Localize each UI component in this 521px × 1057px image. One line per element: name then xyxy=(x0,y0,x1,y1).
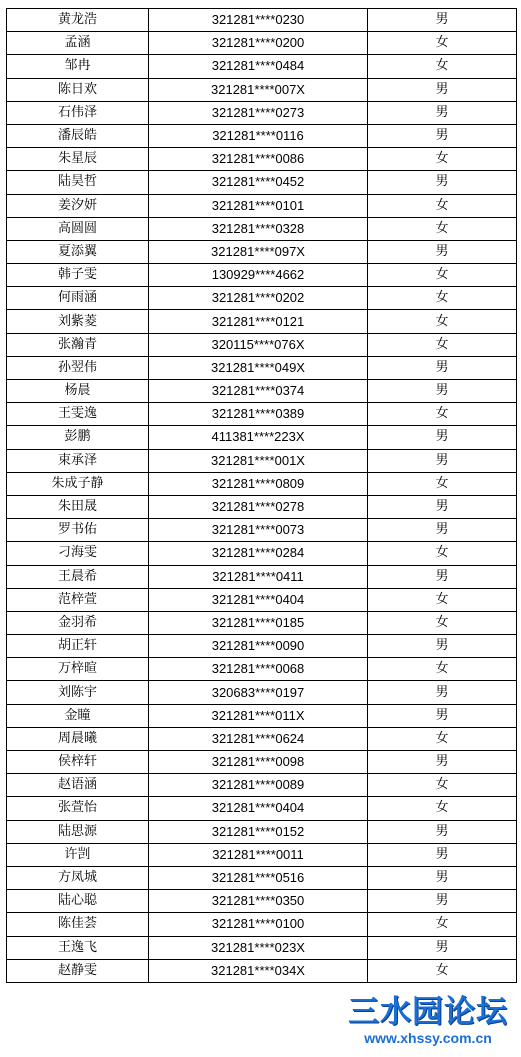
student-name-cell: 陆昊哲 xyxy=(7,171,149,194)
gender-cell: 女 xyxy=(368,797,517,820)
student-table xyxy=(6,8,517,983)
gender-cell: 男 xyxy=(368,820,517,843)
table-row xyxy=(7,866,517,889)
gender-cell: 男 xyxy=(368,124,517,147)
id-number-cell: 321281****0411 xyxy=(149,565,368,588)
student-name-cell: 朱田晟 xyxy=(7,495,149,518)
gender-cell: 女 xyxy=(368,403,517,426)
student-table-body xyxy=(7,9,517,983)
id-number-cell: 321281****023X xyxy=(149,936,368,959)
table-row xyxy=(7,426,517,449)
student-name-cell: 彭鹏 xyxy=(7,426,149,449)
site-watermark-logo xyxy=(343,994,513,1050)
table-row xyxy=(7,611,517,634)
table-row xyxy=(7,959,517,982)
table-row xyxy=(7,101,517,124)
gender-cell: 男 xyxy=(368,101,517,124)
table-row xyxy=(7,843,517,866)
gender-cell: 女 xyxy=(368,542,517,565)
gender-cell: 女 xyxy=(368,472,517,495)
gender-cell: 男 xyxy=(368,240,517,263)
gender-cell: 女 xyxy=(368,959,517,982)
table-row xyxy=(7,194,517,217)
gender-cell: 女 xyxy=(368,310,517,333)
student-name-cell: 陈日欢 xyxy=(7,78,149,101)
table-row xyxy=(7,890,517,913)
table-row xyxy=(7,519,517,542)
id-number-cell: 411381****223X xyxy=(149,426,368,449)
table-row xyxy=(7,380,517,403)
id-number-cell: 321281****0098 xyxy=(149,751,368,774)
id-number-cell: 321281****0404 xyxy=(149,588,368,611)
student-name-cell: 朱成子静 xyxy=(7,472,149,495)
gender-cell: 女 xyxy=(368,611,517,634)
student-name-cell: 方凤城 xyxy=(7,866,149,889)
id-number-cell: 320115****076X xyxy=(149,333,368,356)
gender-cell: 女 xyxy=(368,658,517,681)
id-number-cell: 321281****0350 xyxy=(149,890,368,913)
id-number-cell: 130929****4662 xyxy=(149,264,368,287)
student-name-cell: 金瞳 xyxy=(7,704,149,727)
gender-cell: 男 xyxy=(368,426,517,449)
table-row xyxy=(7,9,517,32)
id-number-cell: 321281****0452 xyxy=(149,171,368,194)
id-number-cell: 321281****0389 xyxy=(149,403,368,426)
id-number-cell: 321281****034X xyxy=(149,959,368,982)
gender-cell: 女 xyxy=(368,913,517,936)
student-name-cell: 赵语涵 xyxy=(7,774,149,797)
watermark-url: www.xhssy.com.cn xyxy=(364,1030,492,1046)
student-name-cell: 孟涵 xyxy=(7,32,149,55)
table-row xyxy=(7,333,517,356)
id-number-cell: 321281****0089 xyxy=(149,774,368,797)
id-number-cell: 321281****0273 xyxy=(149,101,368,124)
gender-cell: 女 xyxy=(368,333,517,356)
student-name-cell: 万梓暄 xyxy=(7,658,149,681)
table-row xyxy=(7,287,517,310)
student-name-cell: 胡正轩 xyxy=(7,635,149,658)
id-number-cell: 321281****0484 xyxy=(149,55,368,78)
student-name-cell: 金羽希 xyxy=(7,611,149,634)
table-row xyxy=(7,820,517,843)
table-row xyxy=(7,55,517,78)
id-number-cell: 321281****0101 xyxy=(149,194,368,217)
id-number-cell: 321281****0284 xyxy=(149,542,368,565)
student-name-cell: 刘紫菱 xyxy=(7,310,149,333)
table-row xyxy=(7,171,517,194)
gender-cell: 女 xyxy=(368,727,517,750)
student-name-cell: 范梓萱 xyxy=(7,588,149,611)
gender-cell: 男 xyxy=(368,866,517,889)
table-row xyxy=(7,472,517,495)
table-row xyxy=(7,495,517,518)
gender-cell: 女 xyxy=(368,774,517,797)
id-number-cell: 321281****011X xyxy=(149,704,368,727)
id-number-cell: 321281****0202 xyxy=(149,287,368,310)
table-row xyxy=(7,797,517,820)
gender-cell: 男 xyxy=(368,380,517,403)
table-row xyxy=(7,542,517,565)
student-name-cell: 侯梓轩 xyxy=(7,751,149,774)
student-name-cell: 姜汐妍 xyxy=(7,194,149,217)
gender-cell: 男 xyxy=(368,565,517,588)
table-row xyxy=(7,264,517,287)
id-number-cell: 320683****0197 xyxy=(149,681,368,704)
student-name-cell: 王雯逸 xyxy=(7,403,149,426)
gender-cell: 男 xyxy=(368,751,517,774)
id-number-cell: 321281****0278 xyxy=(149,495,368,518)
id-number-cell: 321281****0185 xyxy=(149,611,368,634)
gender-cell: 男 xyxy=(368,936,517,959)
table-row xyxy=(7,32,517,55)
gender-cell: 男 xyxy=(368,9,517,32)
gender-cell: 女 xyxy=(368,55,517,78)
gender-cell: 男 xyxy=(368,681,517,704)
table-row xyxy=(7,356,517,379)
id-number-cell: 321281****0068 xyxy=(149,658,368,681)
student-name-cell: 石伟泽 xyxy=(7,101,149,124)
id-number-cell: 321281****0073 xyxy=(149,519,368,542)
student-name-cell: 张萱怡 xyxy=(7,797,149,820)
gender-cell: 女 xyxy=(368,32,517,55)
table-row xyxy=(7,310,517,333)
id-number-cell: 321281****0374 xyxy=(149,380,368,403)
student-name-cell: 何雨涵 xyxy=(7,287,149,310)
id-number-cell: 321281****0328 xyxy=(149,217,368,240)
gender-cell: 女 xyxy=(368,148,517,171)
table-row xyxy=(7,751,517,774)
student-name-cell: 朱星辰 xyxy=(7,148,149,171)
gender-cell: 女 xyxy=(368,264,517,287)
student-name-cell: 孙翌伟 xyxy=(7,356,149,379)
gender-cell: 男 xyxy=(368,843,517,866)
gender-cell: 女 xyxy=(368,287,517,310)
table-row xyxy=(7,658,517,681)
gender-cell: 女 xyxy=(368,194,517,217)
gender-cell: 女 xyxy=(368,217,517,240)
id-number-cell: 321281****0516 xyxy=(149,866,368,889)
gender-cell: 男 xyxy=(368,78,517,101)
id-number-cell: 321281****0100 xyxy=(149,913,368,936)
id-number-cell: 321281****0116 xyxy=(149,124,368,147)
student-name-cell: 高圆圆 xyxy=(7,217,149,240)
watermark-site-name: 三水园论坛 xyxy=(348,994,508,1030)
gender-cell: 男 xyxy=(368,704,517,727)
table-row xyxy=(7,913,517,936)
student-name-cell: 夏添翼 xyxy=(7,240,149,263)
id-number-cell: 321281****0404 xyxy=(149,797,368,820)
id-number-cell: 321281****0152 xyxy=(149,820,368,843)
table-row xyxy=(7,635,517,658)
table-row xyxy=(7,449,517,472)
student-name-cell: 韩子雯 xyxy=(7,264,149,287)
student-name-cell: 王逸飞 xyxy=(7,936,149,959)
table-row xyxy=(7,403,517,426)
student-name-cell: 黄龙浩 xyxy=(7,9,149,32)
gender-cell: 女 xyxy=(368,588,517,611)
student-name-cell: 王晨希 xyxy=(7,565,149,588)
table-row xyxy=(7,78,517,101)
id-number-cell: 321281****0090 xyxy=(149,635,368,658)
student-name-cell: 罗书佑 xyxy=(7,519,149,542)
table-row xyxy=(7,727,517,750)
student-name-cell: 束承泽 xyxy=(7,449,149,472)
gender-cell: 男 xyxy=(368,635,517,658)
id-number-cell: 321281****049X xyxy=(149,356,368,379)
student-name-cell: 赵静雯 xyxy=(7,959,149,982)
id-number-cell: 321281****0200 xyxy=(149,32,368,55)
gender-cell: 男 xyxy=(368,449,517,472)
gender-cell: 男 xyxy=(368,356,517,379)
id-number-cell: 321281****0086 xyxy=(149,148,368,171)
id-number-cell: 321281****001X xyxy=(149,449,368,472)
id-number-cell: 321281****0011 xyxy=(149,843,368,866)
student-table-container xyxy=(6,8,513,983)
gender-cell: 男 xyxy=(368,171,517,194)
table-row xyxy=(7,217,517,240)
student-name-cell: 许剀 xyxy=(7,843,149,866)
student-name-cell: 陆心聪 xyxy=(7,890,149,913)
table-row xyxy=(7,936,517,959)
student-name-cell: 邹冉 xyxy=(7,55,149,78)
id-number-cell: 321281****0809 xyxy=(149,472,368,495)
student-name-cell: 刁海雯 xyxy=(7,542,149,565)
id-number-cell: 321281****0624 xyxy=(149,727,368,750)
table-row xyxy=(7,704,517,727)
student-name-cell: 陆思源 xyxy=(7,820,149,843)
gender-cell: 男 xyxy=(368,495,517,518)
gender-cell: 男 xyxy=(368,519,517,542)
table-row xyxy=(7,124,517,147)
table-row xyxy=(7,148,517,171)
student-name-cell: 杨晨 xyxy=(7,380,149,403)
student-name-cell: 潘辰皓 xyxy=(7,124,149,147)
table-row xyxy=(7,565,517,588)
gender-cell: 男 xyxy=(368,890,517,913)
table-row xyxy=(7,681,517,704)
table-row xyxy=(7,588,517,611)
student-name-cell: 张瀚青 xyxy=(7,333,149,356)
student-name-cell: 陈佳荟 xyxy=(7,913,149,936)
student-name-cell: 周晨曦 xyxy=(7,727,149,750)
id-number-cell: 321281****007X xyxy=(149,78,368,101)
id-number-cell: 321281****0121 xyxy=(149,310,368,333)
id-number-cell: 321281****0230 xyxy=(149,9,368,32)
student-name-cell: 刘陈宇 xyxy=(7,681,149,704)
table-row xyxy=(7,774,517,797)
id-number-cell: 321281****097X xyxy=(149,240,368,263)
table-row xyxy=(7,240,517,263)
